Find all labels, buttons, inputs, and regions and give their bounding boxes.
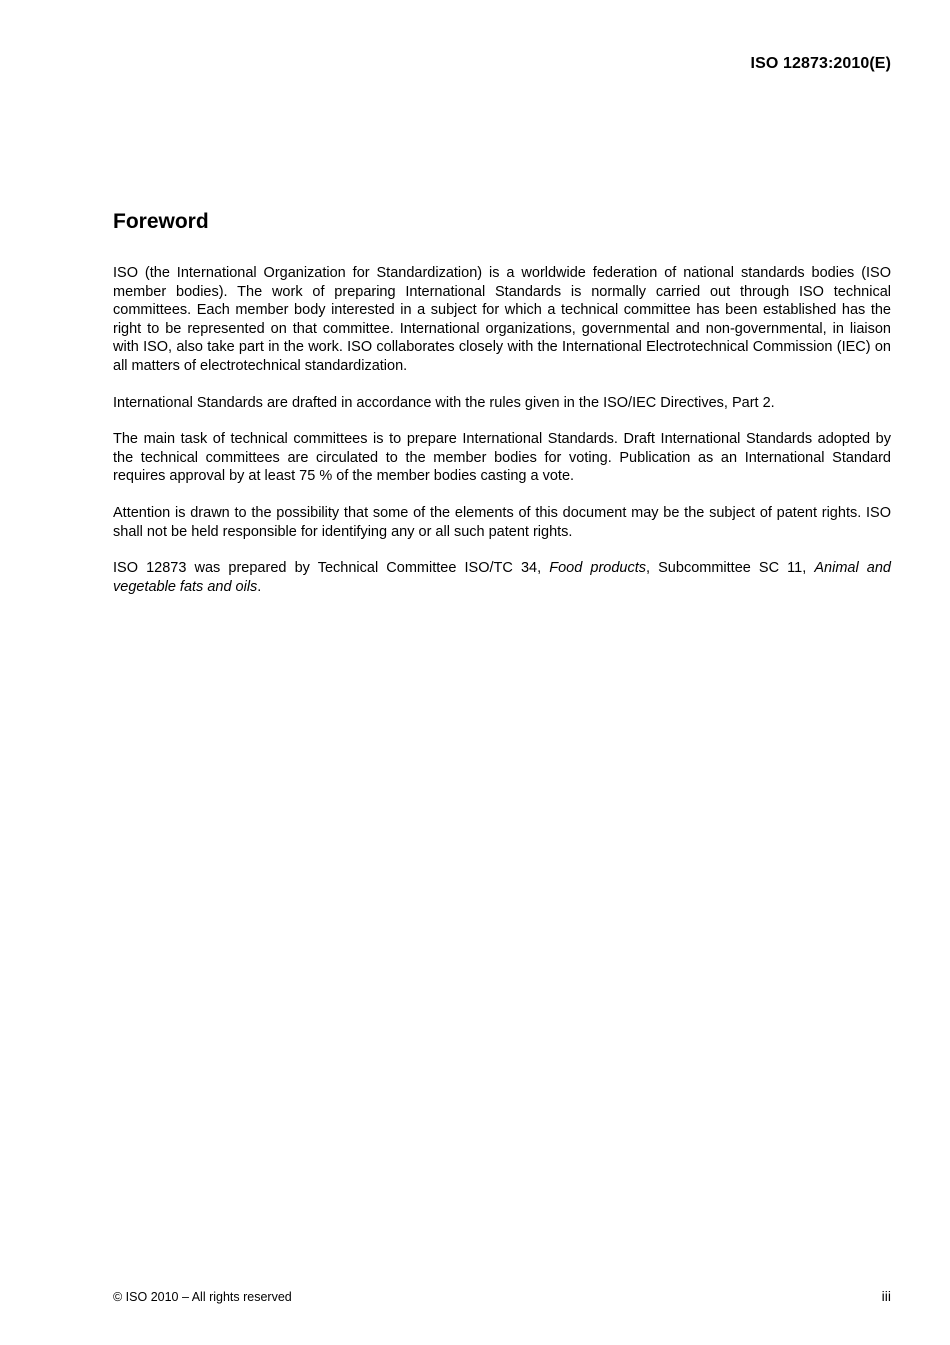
page-footer (113, 1288, 891, 1308)
paragraph-drafting-rules: International Standards are drafted in accordance with the rules given in the ISO/IEC Directives, Part 2. (113, 394, 775, 411)
prepared-by-text: ISO 12873 was prepared by Technical Committee ISO/TC 34, (113, 560, 550, 577)
subcommittee-name: Animal and vegetable fats and oils (113, 560, 891, 595)
paragraph-committee-task: The main task of technical committees is to prepare International Standards. Draft International Standards adopted by the technical committees are circulated to the member bodies for voting. Publication as an International Standard requires approval by at least 75 % of the member bodies casting a vote. (113, 431, 891, 485)
paragraph-iso-intro: ISO (the International Organization for Standardization) is a worldwide federation of national standards bodies (ISO member bodies). The work of preparing International Standards is normally carried out through ISO technical committees. Each member body interested in a subject for which a technical committee has been established has the right to be represented on that committee. International organizations, governmental and non-governmental, in liaison with ISO, also take part in the work. ISO collaborates closely with the International Electrotechnical Commission (IEC) on all matters of electrotechnical standardization. (113, 265, 891, 374)
foreword-section (113, 206, 891, 614)
sentence-end: . (257, 578, 262, 595)
page-title: Foreword (113, 210, 209, 233)
technical-committee-name: Food products (549, 560, 646, 577)
subcommittee-text: , Subcommittee SC 11, (646, 560, 815, 577)
paragraph-prepared-by (113, 559, 891, 596)
copyright-notice: © ISO 2010 – All rights reserved (113, 1290, 292, 1304)
paragraph-patent-rights: Attention is drawn to the possibility that some of the elements of this document may be the subject of patent rights. ISO shall not be held responsible for identifying any or all such patent rights. (113, 504, 891, 540)
page-number: iii (881, 1288, 891, 1304)
document-id-header: ISO 12873:2010(E) (750, 55, 891, 72)
